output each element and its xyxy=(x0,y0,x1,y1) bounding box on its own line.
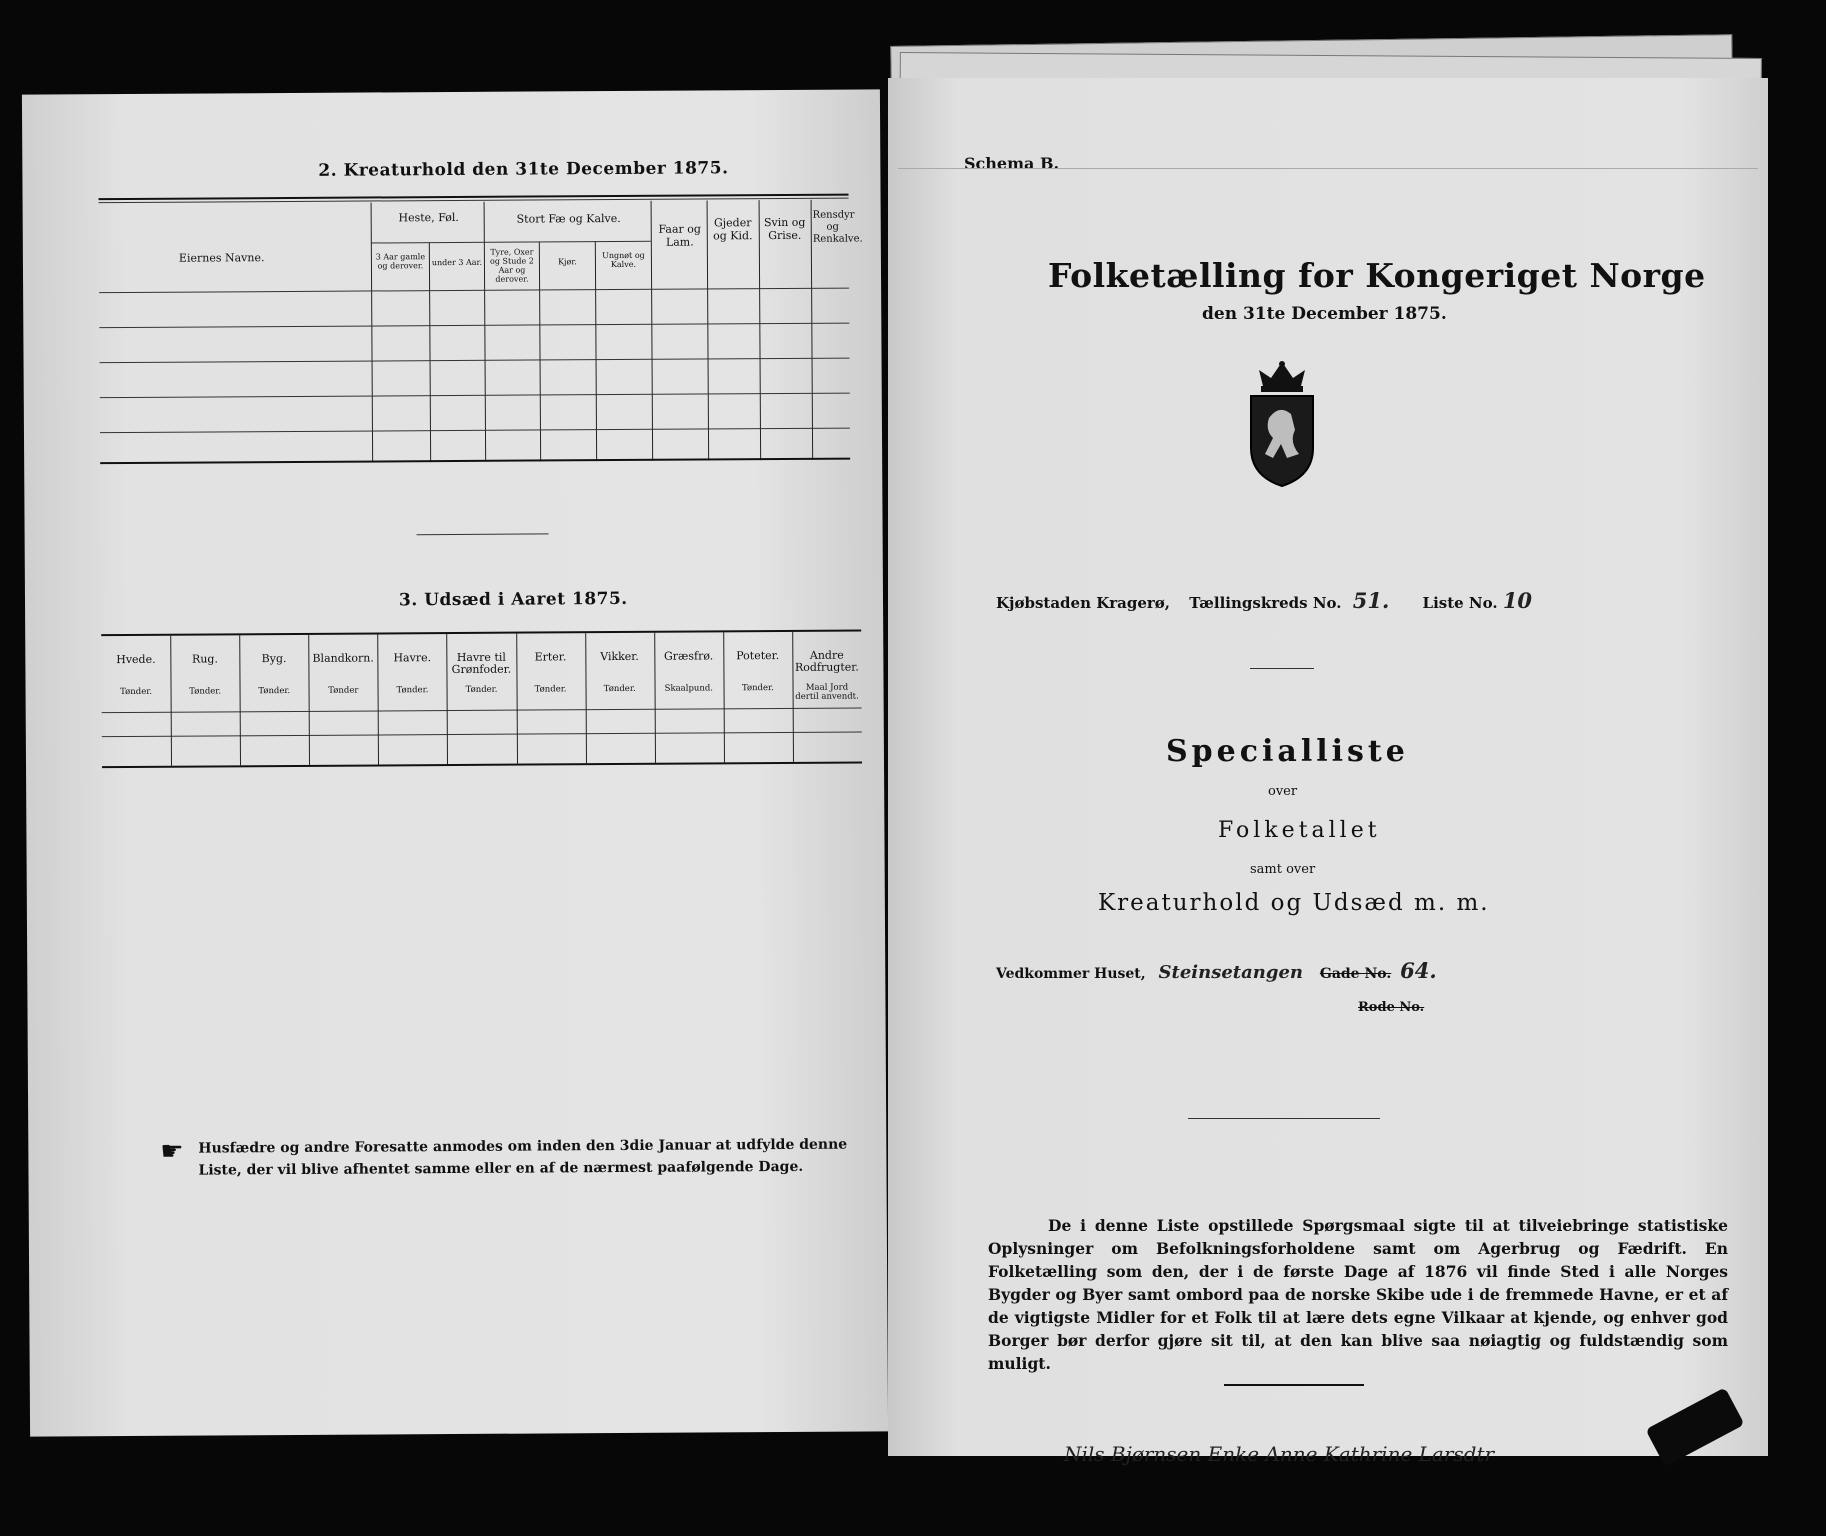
rule xyxy=(102,762,862,769)
sowing-col-unit: Maal Jord dertil anvendt. xyxy=(795,682,859,702)
col-cattle-sub3: Ungnøt og Kalve. xyxy=(602,250,645,270)
coat-of-arms-icon xyxy=(1241,358,1323,488)
col-pigs: Svin og Grise. xyxy=(763,215,806,243)
sowing-col-name: Rug. xyxy=(191,652,218,666)
house-line xyxy=(996,958,1437,983)
col-cattle: Stort Fæ og Kalve. xyxy=(516,211,621,226)
rule xyxy=(100,428,850,434)
sowing-col-name: Havre. xyxy=(393,651,432,665)
col-cattle-sub2: Kjør. xyxy=(558,257,577,267)
separator-rule xyxy=(1224,1384,1364,1386)
subtitle: den 31te December 1875. xyxy=(1202,304,1447,324)
col-horses-sub2: under 3 Aar. xyxy=(431,257,483,268)
sowing-col-unit: Tønder. xyxy=(534,684,567,695)
location-line xyxy=(996,588,1532,613)
col-horses: Heste, Føl. xyxy=(398,210,459,225)
kreds-value: 51. xyxy=(1352,588,1390,613)
separator-rule xyxy=(417,533,549,535)
specialliste-heading: Specialliste xyxy=(1166,734,1409,769)
rule xyxy=(102,708,862,714)
left-page xyxy=(22,89,888,1436)
sowing-col-name: Poteter. xyxy=(736,649,780,663)
sowing-col-unit: Tønder xyxy=(328,685,359,696)
sowing-col-unit: Skaalpund. xyxy=(664,683,714,694)
right-page xyxy=(888,78,1768,1466)
signature: Nils Bjørnsen Enke Anne Kathrine Larsdtr xyxy=(1064,1442,1495,1466)
main-title: Folketælling for Kongeriget Norge xyxy=(1048,256,1706,295)
sowing-col-name: Erter. xyxy=(534,650,567,664)
separator-rule xyxy=(1250,668,1314,669)
rule xyxy=(371,241,651,244)
rule xyxy=(100,393,850,399)
livestock-table xyxy=(99,200,863,465)
rode-label: Rode No. xyxy=(1358,1000,1425,1015)
section2-title: 2. Kreaturhold den 31te December 1875. xyxy=(318,158,729,181)
sowing-col-unit: Tønder. xyxy=(465,684,498,695)
intro-paragraph: De i denne Liste opstillede Spørgsmaal sigte til at tilveiebringe statistiske Oplysninger om Befolkningsforholdene samt om Agerbrug og Fædrift. En Folketælling som den, der i de første Dage af 1876 vil finde Sted i alle Norges Bygder og Byer samt ombord paa de norske Skibe ude i de fremmede Havne, er et af de vigtigste Midler for et Folk til at lære dets egne Vilkaar at kjende, og enhver god Borger bør derfor gjøre sit til, at den kan blive saa nøiagtig og fuldstændig som muligt. xyxy=(988,1216,1728,1373)
separator-rule xyxy=(1188,1118,1380,1119)
col-owner: Eiernes Navne. xyxy=(178,251,265,265)
over-1: over xyxy=(1268,784,1298,799)
gade-value: 64. xyxy=(1400,958,1437,983)
sowing-col-name: Vikker. xyxy=(600,649,639,664)
liste-label: Liste No. xyxy=(1422,594,1498,612)
kreds-label: Tællingskreds No. xyxy=(1189,594,1342,612)
sowing-col-name: Græsfrø. xyxy=(663,649,714,663)
kjobstaden-label: Kjøbstaden Kragerø, xyxy=(996,594,1171,612)
vedkommer-label: Vedkommer Huset, xyxy=(996,966,1146,982)
sowing-col-unit: Tønder. xyxy=(189,686,222,697)
rule xyxy=(100,358,850,364)
col-divider xyxy=(651,201,654,461)
sowing-col-name: Havre til Grønfoder. xyxy=(451,650,512,677)
col-horses-sub1: 3 Aar gamle og derover. xyxy=(375,252,426,271)
samt-over: samt over xyxy=(1250,862,1316,877)
sowing-col-unit: Tønder. xyxy=(603,683,636,695)
col-cattle-sub1: Tyre, Oxer og Stude 2 Aar og derover. xyxy=(489,247,534,284)
pointing-hand-icon: ☛ xyxy=(160,1136,184,1167)
col-divider xyxy=(371,202,374,462)
kreaturhold-heading: Kreaturhold og Udsæd m. m. xyxy=(1098,890,1490,916)
notice-text: Husfædre og andre Foresatte anmodes om inden den 3die Januar at udfylde denne Liste, der vil blive afhentet samme eller en af de nærmest paafølgende Dage. xyxy=(198,1136,848,1179)
rule xyxy=(100,458,850,465)
rule xyxy=(99,288,849,294)
sowing-col-name: Hvede. xyxy=(116,652,156,667)
vedkommer-value: Steinsetangen xyxy=(1158,962,1303,983)
col-goats: Gjeder og Kid. xyxy=(713,216,753,243)
folketallet-heading: Folketallet xyxy=(1218,818,1381,843)
sowing-col-unit: Tønder. xyxy=(396,685,429,696)
gade-label: Gade No. xyxy=(1319,966,1392,982)
sowing-col-name: Andre Rodfrugter. xyxy=(794,648,859,674)
liste-value: 10 xyxy=(1502,588,1533,613)
sowing-col-name: Blandkorn. xyxy=(312,651,374,665)
sowing-table xyxy=(101,632,862,777)
col-sheep: Faar og Lam. xyxy=(658,222,701,249)
sowing-col-unit: Tønder. xyxy=(120,686,153,698)
sowing-col-unit: Tønder. xyxy=(741,683,774,694)
paper-clip-edge xyxy=(1645,1387,1744,1466)
sowing-col-unit: Tønder. xyxy=(258,686,291,697)
schema-label: Schema B. xyxy=(964,154,1060,173)
sowing-col-name: Byg. xyxy=(261,652,287,666)
col-reindeer: Rensdyr og Renkalve. xyxy=(812,209,863,245)
rule xyxy=(99,323,849,329)
section3-title: 3. Udsæd i Aaret 1875. xyxy=(398,588,628,611)
rule xyxy=(102,732,862,738)
